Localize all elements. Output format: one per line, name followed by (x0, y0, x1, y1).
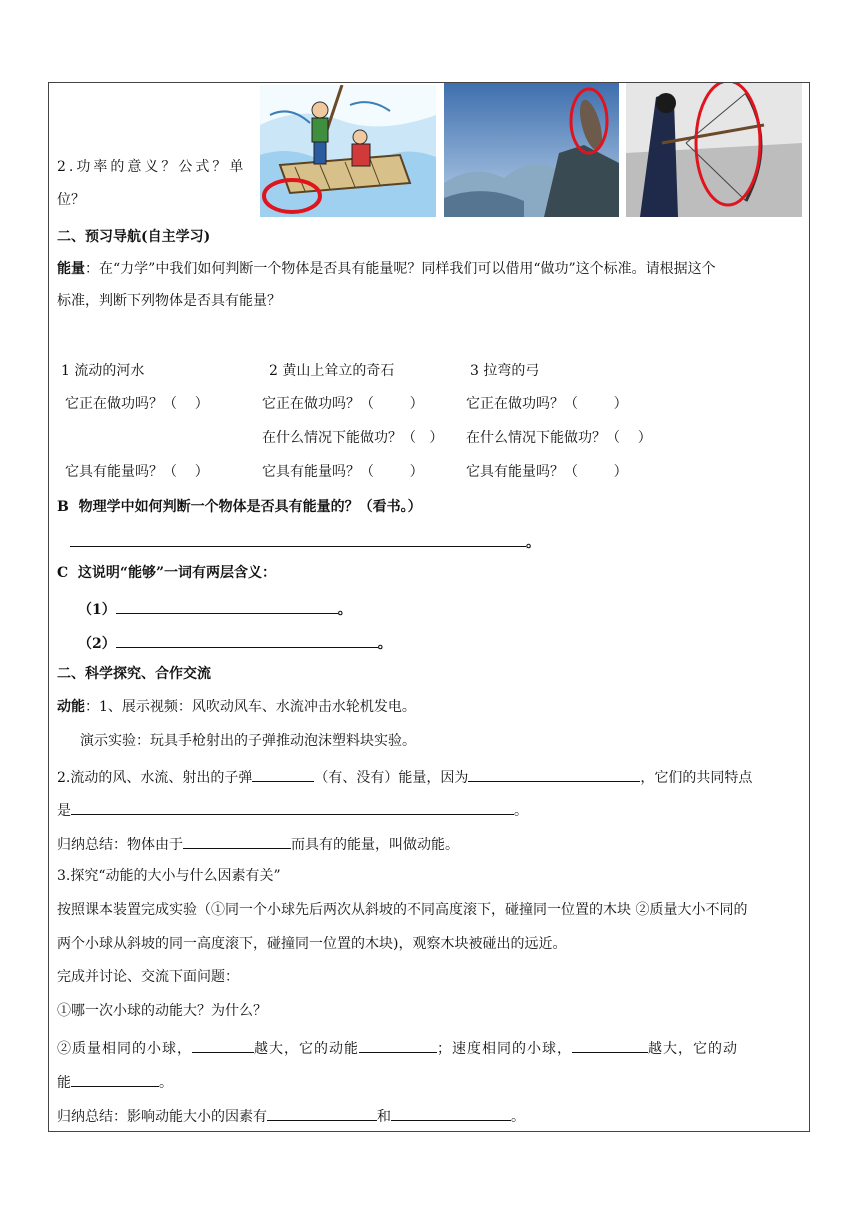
question-2-kinetic-line2: 是 。 (57, 798, 528, 821)
discuss-question-2-line2: 能 。 (57, 1070, 173, 1093)
energy-paragraph-line2: 标准，判断下列物体是否具有能量？ (57, 293, 281, 309)
answer-C1-line: （1） 。 (78, 597, 352, 620)
energy-paragraph-line1: 能量：在“力学”中我们如何判断一个物体是否具有能量呢？同样我们可以借用“做功”这个标准。请根据这个 (57, 261, 716, 277)
discuss-question-2-line1: ②质量相同的小球， 越大，它的动能 ；速度相同的小球， 越大，它的动 (57, 1036, 738, 1059)
river-raft-illustration (260, 85, 436, 217)
demo-experiment: 演示实验：玩具手枪射出的子弹推动泡沫塑料块实验。 (80, 733, 416, 749)
answer-B-blank[interactable] (70, 530, 526, 547)
section-preview-heading: 二、预习导航(自主学习) (57, 229, 211, 245)
summary-kinetic-definition: 归纳总结：物体由于 而具有的能量，叫做动能。 (57, 832, 459, 855)
item-3-title: 3 拉弯的弓 (470, 363, 540, 379)
item-3-energy-question: 它具有能量吗？（ ） (466, 464, 628, 480)
item-2-energy-question: 它具有能量吗？（ ） (262, 464, 424, 480)
energy-change-blank-2[interactable] (71, 1070, 159, 1087)
question-2-line1: 2.功率的意义？公式？单 (57, 159, 247, 175)
discuss-prompt: 完成并讨论、交流下面问题： (57, 969, 239, 985)
energy-change-blank-1[interactable] (359, 1036, 437, 1053)
archer-bow-photo (626, 83, 802, 217)
experiment-line1: 按照课本装置完成实验（①同一个小球先后两次从斜坡的不同高度滚下，碰撞同一位置的木块 ②质量大小不同的 (57, 902, 748, 918)
answer-C1-blank[interactable] (116, 597, 338, 614)
question-2-kinetic-line1: 2.流动的风、水流、射出的子弹 （有、没有）能量，因为 ，它们的共同特点 (57, 765, 752, 788)
answer-C2-line: （2） 。 (78, 631, 392, 654)
common-feature-blank[interactable] (71, 798, 514, 815)
answer-B-line: 。 (70, 530, 540, 553)
question-2-line2: 位？ (57, 192, 85, 208)
item-1-title: 1 流动的河水 (61, 363, 145, 379)
summary-factors: 归纳总结：影响动能大小的因素有 和 。 (57, 1104, 525, 1127)
energy-label: 能量 (57, 261, 85, 277)
discuss-question-1: ①哪一次小球的动能大？为什么？ (57, 1003, 267, 1019)
same-mass-blank[interactable] (192, 1036, 254, 1053)
same-speed-blank[interactable] (572, 1036, 648, 1053)
item-2-work-question: 它正在做功吗？（ ） (262, 396, 424, 412)
because-blank[interactable] (183, 832, 291, 849)
have-energy-blank[interactable] (252, 765, 314, 782)
item-3-condition-question: 在什么情况下能做功？（ ） (466, 430, 652, 446)
item-3-work-question: 它正在做功吗？（ ） (466, 396, 628, 412)
factor-1-blank[interactable] (267, 1104, 377, 1121)
huangshan-rock-photo (444, 83, 619, 217)
question-B: B 物理学中如何判断一个物体是否具有能量的？（看书。） (57, 499, 422, 515)
item-1-energy-question: 它具有能量吗？（ ） (65, 464, 209, 480)
item-2-title: 2 黄山上耸立的奇石 (269, 363, 395, 379)
item-1-work-question: 它正在做功吗？（ ） (65, 396, 209, 412)
answer-C2-blank[interactable] (116, 631, 378, 648)
kinetic-label: 动能 (57, 699, 85, 715)
question-3: 3.探究“动能的大小与什么因素有关” (57, 868, 281, 884)
reason-blank[interactable] (468, 765, 640, 782)
factor-2-blank[interactable] (391, 1104, 511, 1121)
experiment-line2: 两个小球从斜坡的同一高度滚下，碰撞同一位置的木块)，观察木块被碰出的远近。 (57, 936, 567, 952)
question-C: C 这说明“能够”一词有两层含义： (57, 565, 276, 581)
item-2-condition-question: 在什么情况下能做功？（ ） (262, 430, 444, 446)
kinetic-paragraph: 动能：1、展示视频：风吹动风车、水流冲击水轮机发电。 (57, 699, 416, 715)
section-explore-heading: 二、科学探究、合作交流 (57, 666, 211, 682)
